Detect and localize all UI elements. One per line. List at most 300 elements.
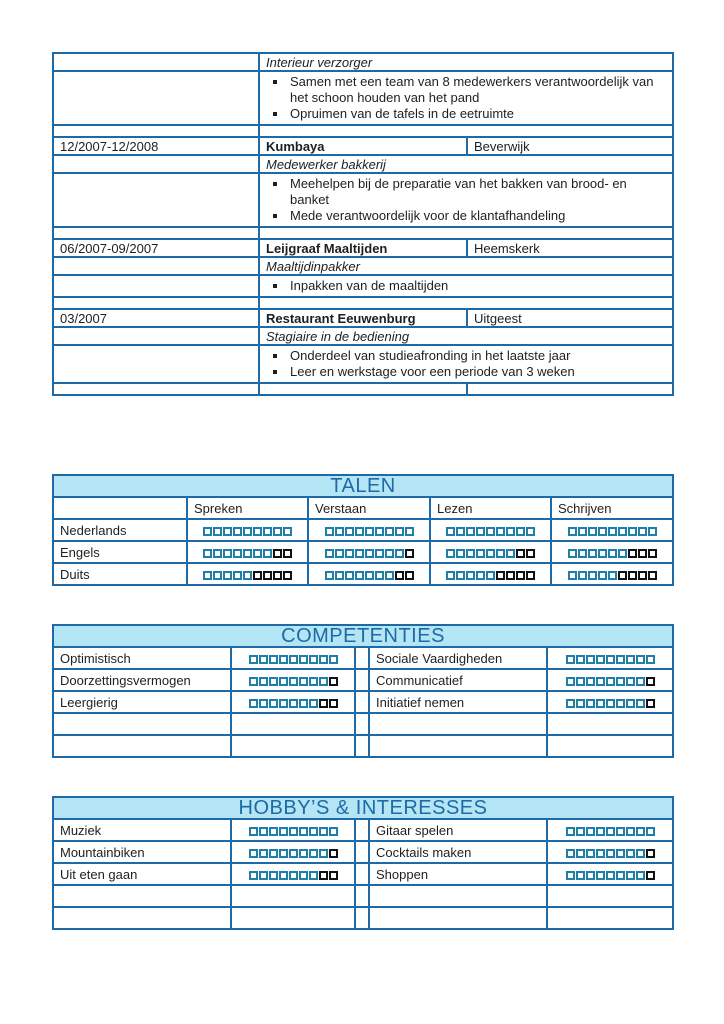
rating-square-filled <box>466 527 475 536</box>
rating-square-filled <box>259 827 268 836</box>
empty-cell <box>53 71 259 125</box>
rating-square-filled <box>596 871 605 880</box>
rating-square-filled <box>586 655 595 664</box>
rating-square-filled <box>259 655 268 664</box>
rating-square-filled <box>233 571 242 580</box>
empty-cell <box>53 735 231 757</box>
rating-square-filled <box>249 655 258 664</box>
rating-square-empty <box>628 549 637 558</box>
rating-square-filled <box>626 655 635 664</box>
rating-square-filled <box>249 827 258 836</box>
rating-square-filled <box>249 871 258 880</box>
rating-square-empty <box>283 571 292 580</box>
rating-square-filled <box>269 871 278 880</box>
duties-list <box>266 72 666 124</box>
rating-square-filled <box>596 677 605 686</box>
rating-square-filled <box>319 849 328 858</box>
rating-square-empty <box>283 549 292 558</box>
rating-square-filled <box>223 549 232 558</box>
rating-square-filled <box>385 527 394 536</box>
empty-cell <box>231 713 355 735</box>
rating-square-filled <box>446 527 455 536</box>
rating-square-filled <box>299 655 308 664</box>
rating-square-empty <box>405 571 414 580</box>
rating-square-filled <box>446 571 455 580</box>
rating-square-filled <box>289 827 298 836</box>
rating-square-filled <box>588 527 597 536</box>
rating-cell <box>551 541 673 563</box>
company-cell: Leijgraaf Maaltijden <box>259 239 467 257</box>
rating-cell <box>187 541 308 563</box>
bullets-cell <box>259 71 673 125</box>
rating-square-filled <box>213 527 222 536</box>
empty-cell <box>231 885 355 907</box>
rating-squares <box>325 571 414 580</box>
rating-square-filled <box>576 871 585 880</box>
rating-square-filled <box>568 527 577 536</box>
table-row <box>53 735 673 757</box>
rating-square-empty <box>319 871 328 880</box>
rating-square-empty <box>638 549 647 558</box>
table-row <box>53 713 673 735</box>
location-cell: Beverwijk <box>467 137 673 155</box>
rating-square-filled <box>289 699 298 708</box>
rating-square-empty <box>516 571 525 580</box>
rating-square-filled <box>606 677 615 686</box>
rating-square-filled <box>526 527 535 536</box>
rating-squares <box>249 849 338 858</box>
rating-square-filled <box>456 527 465 536</box>
table-row <box>53 541 673 563</box>
rating-square-filled <box>586 849 595 858</box>
rating-square-filled <box>596 827 605 836</box>
rating-square-filled <box>566 655 575 664</box>
duty-item: Opruimen van de tafels in de eetruimte <box>266 106 666 122</box>
empty-cell <box>369 907 547 929</box>
item-label: Initiatief nemen <box>369 691 547 713</box>
table-row <box>53 669 673 691</box>
rating-square-filled <box>616 849 625 858</box>
rating-square-filled <box>476 527 485 536</box>
rating-squares <box>566 699 655 708</box>
rating-square-filled <box>618 549 627 558</box>
rating-cell <box>231 647 355 669</box>
spacer-cell <box>355 885 369 907</box>
rating-cell <box>308 563 430 585</box>
rating-square-filled <box>506 549 515 558</box>
rating-square-filled <box>496 527 505 536</box>
rating-square-filled <box>646 827 655 836</box>
rating-cell <box>547 863 673 885</box>
rating-square-filled <box>598 549 607 558</box>
rating-square-filled <box>273 527 282 536</box>
rating-square-filled <box>578 549 587 558</box>
duty-item: Inpakken van de maaltijden <box>266 278 666 294</box>
gap-cell <box>259 227 673 239</box>
spacer-cell <box>355 647 369 669</box>
rating-square-empty <box>405 549 414 558</box>
rating-squares <box>566 677 655 686</box>
rating-square-empty <box>273 571 282 580</box>
empty-cell <box>53 713 231 735</box>
gap-cell <box>259 383 467 395</box>
empty-cell <box>369 735 547 757</box>
rating-square-filled <box>636 699 645 708</box>
rating-square-filled <box>329 655 338 664</box>
rating-squares <box>568 571 657 580</box>
table-row <box>53 907 673 929</box>
item-label: Gitaar spelen <box>369 819 547 841</box>
empty-cell <box>547 907 673 929</box>
rating-square-filled <box>466 549 475 558</box>
empty-cell <box>369 885 547 907</box>
rating-square-filled <box>233 549 242 558</box>
item-label: Uit eten gaan <box>53 863 231 885</box>
rating-square-filled <box>636 827 645 836</box>
gap-cell <box>467 383 673 395</box>
rating-squares <box>446 549 535 558</box>
rating-square-filled <box>586 677 595 686</box>
rating-square-filled <box>259 871 268 880</box>
spacer-cell <box>355 863 369 885</box>
rating-square-filled <box>279 849 288 858</box>
role-cell: Maaltijdinpakker <box>259 257 673 275</box>
rating-square-filled <box>365 571 374 580</box>
rating-square-filled <box>646 655 655 664</box>
table-row <box>53 519 673 541</box>
rating-square-filled <box>375 571 384 580</box>
rating-square-filled <box>486 527 495 536</box>
rating-square-filled <box>588 571 597 580</box>
rating-square-filled <box>309 699 318 708</box>
item-label: Optimistisch <box>53 647 231 669</box>
rating-square-filled <box>279 827 288 836</box>
rating-square-filled <box>405 527 414 536</box>
location-cell: Heemskerk <box>467 239 673 257</box>
rating-square-empty <box>319 699 328 708</box>
rating-cell <box>430 519 551 541</box>
rating-square-filled <box>638 527 647 536</box>
gap-cell <box>53 227 259 239</box>
duty-item: Samen met een team van 8 medewerkers verantwoordelijk van het schoon houden van het pand <box>266 74 666 106</box>
rating-square-empty <box>638 571 647 580</box>
period-cell: 12/2007-12/2008 <box>53 137 259 155</box>
rating-square-filled <box>456 571 465 580</box>
rating-squares <box>566 871 655 880</box>
bullets-cell <box>259 345 673 383</box>
spacer-cell <box>355 713 369 735</box>
rating-square-filled <box>626 827 635 836</box>
rating-square-filled <box>568 549 577 558</box>
rating-square-empty <box>648 549 657 558</box>
rating-square-empty <box>496 571 505 580</box>
empty-cell <box>369 713 547 735</box>
section-title: COMPETENTIES <box>53 625 673 647</box>
rating-cell <box>547 819 673 841</box>
rating-square-filled <box>496 549 505 558</box>
empty-cell <box>53 275 259 297</box>
table-row <box>53 819 673 841</box>
rating-square-filled <box>289 849 298 858</box>
rating-square-filled <box>516 527 525 536</box>
spacer-cell <box>355 691 369 713</box>
empty-cell <box>53 173 259 227</box>
rating-square-empty <box>526 571 535 580</box>
rating-cell <box>430 563 551 585</box>
rating-square-filled <box>309 871 318 880</box>
gap-cell <box>53 297 259 309</box>
rating-square-filled <box>636 849 645 858</box>
rating-cell <box>231 841 355 863</box>
duty-item: Meehelpen bij de preparatie van het bakken van brood- en banket <box>266 176 666 208</box>
rating-square-filled <box>309 849 318 858</box>
rating-square-filled <box>309 655 318 664</box>
rating-square-filled <box>233 527 242 536</box>
rating-square-filled <box>385 571 394 580</box>
rating-cell <box>231 819 355 841</box>
rating-square-empty <box>646 699 655 708</box>
rating-square-filled <box>596 655 605 664</box>
item-label: Mountainbiken <box>53 841 231 863</box>
table-row <box>53 885 673 907</box>
rating-square-filled <box>588 549 597 558</box>
rating-squares <box>249 699 338 708</box>
rating-square-empty <box>618 571 627 580</box>
rating-square-filled <box>325 527 334 536</box>
empty-cell <box>547 735 673 757</box>
empty-cell <box>53 907 231 929</box>
rating-square-filled <box>616 655 625 664</box>
rating-square-filled <box>365 527 374 536</box>
rating-square-filled <box>203 571 212 580</box>
rating-square-empty <box>395 571 404 580</box>
rating-square-empty <box>646 871 655 880</box>
rating-squares <box>249 871 338 880</box>
rating-square-filled <box>586 699 595 708</box>
rating-square-filled <box>263 527 272 536</box>
rating-square-filled <box>395 549 404 558</box>
rating-square-empty <box>506 571 515 580</box>
rating-square-filled <box>648 527 657 536</box>
language-label: Engels <box>53 541 187 563</box>
rating-square-filled <box>213 549 222 558</box>
empty-cell <box>547 885 673 907</box>
rating-square-filled <box>606 871 615 880</box>
rating-square-empty <box>628 571 637 580</box>
item-label: Doorzettingsvermogen <box>53 669 231 691</box>
rating-square-filled <box>375 549 384 558</box>
corner-cell <box>53 497 187 519</box>
rating-square-empty <box>329 699 338 708</box>
rating-square-filled <box>289 655 298 664</box>
languages-table <box>52 474 674 586</box>
rating-square-filled <box>598 527 607 536</box>
item-label: Shoppen <box>369 863 547 885</box>
rating-square-filled <box>249 677 258 686</box>
rating-square-filled <box>375 527 384 536</box>
rating-square-filled <box>616 677 625 686</box>
rating-square-filled <box>263 549 272 558</box>
rating-square-filled <box>636 677 645 686</box>
gap-cell <box>53 383 259 395</box>
role-cell: Medewerker bakkerij <box>259 155 673 173</box>
rating-square-empty <box>329 871 338 880</box>
spacer-cell <box>355 841 369 863</box>
column-header: Lezen <box>430 497 551 519</box>
rating-square-filled <box>249 699 258 708</box>
period-cell: 06/2007-09/2007 <box>53 239 259 257</box>
spacer-cell <box>355 819 369 841</box>
rating-square-filled <box>598 571 607 580</box>
duty-item: Mede verantwoordelijk voor de klantafhandeling <box>266 208 666 224</box>
rating-square-filled <box>466 571 475 580</box>
competencies-table <box>52 624 674 758</box>
rating-square-empty <box>516 549 525 558</box>
rating-square-filled <box>626 677 635 686</box>
rating-square-filled <box>566 871 575 880</box>
rating-squares <box>203 527 292 536</box>
rating-square-filled <box>299 871 308 880</box>
spacer-cell <box>355 907 369 929</box>
rating-square-filled <box>335 549 344 558</box>
rating-squares <box>568 527 657 536</box>
item-label: Cocktails maken <box>369 841 547 863</box>
rating-square-filled <box>259 699 268 708</box>
rating-square-filled <box>628 527 637 536</box>
rating-square-filled <box>486 571 495 580</box>
rating-square-filled <box>566 827 575 836</box>
rating-square-filled <box>486 549 495 558</box>
rating-square-filled <box>299 827 308 836</box>
duties-list <box>266 174 666 226</box>
rating-square-filled <box>345 571 354 580</box>
rating-square-empty <box>648 571 657 580</box>
rating-square-filled <box>446 549 455 558</box>
rating-square-filled <box>618 527 627 536</box>
rating-square-filled <box>325 549 334 558</box>
rating-square-filled <box>636 655 645 664</box>
rating-square-filled <box>203 549 212 558</box>
rating-square-filled <box>253 527 262 536</box>
rating-cell <box>547 647 673 669</box>
table-row <box>53 841 673 863</box>
empty-cell <box>547 713 673 735</box>
rating-square-filled <box>566 677 575 686</box>
table-row <box>53 563 673 585</box>
rating-square-filled <box>616 871 625 880</box>
rating-square-empty <box>329 677 338 686</box>
rating-square-filled <box>586 871 595 880</box>
rating-square-filled <box>203 527 212 536</box>
table-row <box>53 647 673 669</box>
rating-square-filled <box>616 827 625 836</box>
experience-table <box>52 52 674 396</box>
rating-square-filled <box>279 655 288 664</box>
rating-cell <box>547 841 673 863</box>
rating-cell <box>547 669 673 691</box>
rating-squares <box>249 827 338 836</box>
column-header: Verstaan <box>308 497 430 519</box>
rating-square-filled <box>355 549 364 558</box>
rating-square-empty <box>253 571 262 580</box>
rating-square-filled <box>299 699 308 708</box>
rating-square-filled <box>596 699 605 708</box>
rating-square-filled <box>626 699 635 708</box>
rating-squares <box>446 571 535 580</box>
rating-square-filled <box>566 849 575 858</box>
rating-squares <box>325 549 414 558</box>
empty-cell <box>53 885 231 907</box>
rating-square-filled <box>269 655 278 664</box>
bullets-cell <box>259 173 673 227</box>
rating-square-filled <box>269 677 278 686</box>
rating-square-filled <box>596 849 605 858</box>
spacer-cell <box>355 735 369 757</box>
rating-square-empty <box>329 849 338 858</box>
rating-square-filled <box>355 527 364 536</box>
rating-square-filled <box>243 571 252 580</box>
rating-cell <box>547 691 673 713</box>
item-label: Communicatief <box>369 669 547 691</box>
rating-cell <box>308 541 430 563</box>
location-cell: Uitgeest <box>467 309 673 327</box>
role-cell: Interieur verzorger <box>259 53 673 71</box>
empty-cell <box>231 907 355 929</box>
column-header: Schrijven <box>551 497 673 519</box>
rating-square-filled <box>309 677 318 686</box>
rating-square-filled <box>269 827 278 836</box>
rating-square-filled <box>365 549 374 558</box>
role-cell: Stagiaire in de bediening <box>259 327 673 345</box>
rating-square-filled <box>279 677 288 686</box>
rating-square-filled <box>259 677 268 686</box>
rating-squares <box>325 527 414 536</box>
rating-square-filled <box>289 677 298 686</box>
rating-square-filled <box>299 677 308 686</box>
rating-square-filled <box>223 527 232 536</box>
rating-square-filled <box>566 699 575 708</box>
bullets-cell <box>259 275 673 297</box>
gap-cell <box>53 125 259 137</box>
period-cell: 03/2007 <box>53 309 259 327</box>
rating-cell <box>430 541 551 563</box>
language-label: Nederlands <box>53 519 187 541</box>
rating-square-filled <box>335 527 344 536</box>
rating-square-filled <box>243 527 252 536</box>
rating-square-filled <box>283 527 292 536</box>
rating-square-filled <box>329 827 338 836</box>
rating-square-filled <box>608 571 617 580</box>
table-row <box>53 863 673 885</box>
rating-square-filled <box>606 827 615 836</box>
rating-cell <box>187 563 308 585</box>
rating-square-filled <box>345 527 354 536</box>
rating-square-filled <box>606 699 615 708</box>
rating-square-filled <box>608 549 617 558</box>
rating-square-filled <box>213 571 222 580</box>
rating-square-filled <box>345 549 354 558</box>
rating-cell <box>308 519 430 541</box>
item-label: Leergierig <box>53 691 231 713</box>
rating-square-filled <box>576 677 585 686</box>
rating-square-filled <box>578 527 587 536</box>
language-label: Duits <box>53 563 187 585</box>
rating-squares <box>203 549 292 558</box>
rating-square-filled <box>608 527 617 536</box>
rating-square-filled <box>223 571 232 580</box>
rating-square-empty <box>263 571 272 580</box>
section-title: HOBBY’S & INTERESSES <box>53 797 673 819</box>
